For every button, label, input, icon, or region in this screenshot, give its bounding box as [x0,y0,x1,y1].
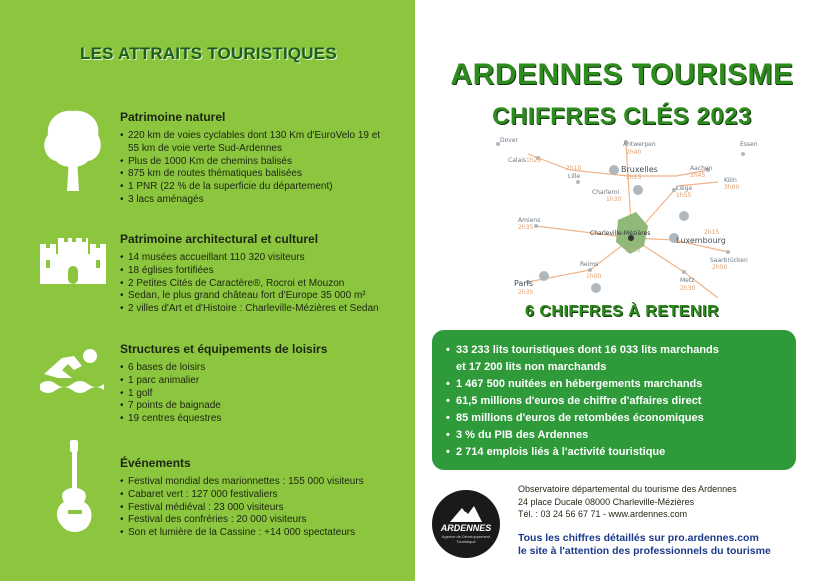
access-map [478,130,778,300]
key-figure: • 33 233 lits touristiques dont 16 033 lits marchands [446,342,782,359]
logo-subtitle: Touristique [456,539,476,544]
list-item: • 18 églises fortifiées [120,265,410,278]
logo-subtitle: Agence de Développement [441,534,491,539]
map-sub: 2h50 [712,264,728,271]
list-item: • Sedan, le plus grand château fort d'Europe 35 000 m² [120,290,410,303]
map-sub: 1h00 [586,273,602,280]
list-item: • Festival médiéval : 23 000 visiteurs [120,502,410,515]
swimmer-icon [38,344,108,394]
key-figures-box [432,330,796,470]
map-sub: 1h30 [606,196,622,203]
list-item: • 1 PNR (22 % de la superficie du département) [120,181,410,194]
map-label: Charleville-Mézières [590,230,651,237]
key-figure: • 3 % du PIB des Ardennes [446,427,782,444]
left-title: LES ATTRAITS TOURISTIQUES [80,44,337,63]
map-label: Amiens [518,217,541,224]
map-label: Saarbrücken [710,257,748,264]
mountain-icon [450,504,482,522]
logo-name: ARDENNES [440,523,492,533]
list-item: • 875 km de routes thématiques balisées [120,168,410,181]
list-item: • 1 golf [120,388,410,401]
list-item: • 220 km de voies cyclables dont 130 Km d'EuroVelo 19 et [120,130,410,143]
map-sub: 3h00 [724,184,740,191]
map-label: Metz [680,277,695,284]
map-label: Aachen [690,165,713,172]
footer-line: Tous les chiffres détaillés sur pro.ardennes.com [518,532,759,544]
map-label: Charleroi [592,189,620,196]
list-item: • Festival des confréries : 20 000 visiteurs [120,514,410,527]
list-item: • Plus de 1000 Km de chemins balisés [120,156,410,169]
list-item: • 1 parc animalier [120,375,410,388]
list-item: • Son et lumière de la Cassine : +14 000 spectateurs [120,527,410,540]
key-figure: • 1 467 500 nuitées en hébergements marchands [446,376,782,393]
map-label: Bruxelles [621,165,658,174]
footer-line: le site à l'attention des professionnels du tourisme [518,545,771,557]
map-sub: 2h40 [626,149,642,156]
map-sub: 2h15 [626,174,642,181]
list-item: • 3 lacs aménagés [120,194,410,207]
map-label: Luxembourg [676,236,726,245]
main-title: ARDENNES TOURISME [450,58,794,91]
map-sub: 1h55 [676,192,692,199]
list-item: • 14 musées accueillant 110 320 visiteurs [120,252,410,265]
list-item: • 19 centres équestres [120,413,410,426]
section-heading: Patrimoine architectural et culturel [120,232,319,246]
list-item: • 7 points de baignade [120,400,410,413]
map-sub: 2h10 [566,165,582,172]
section-patrimoine-architectural [120,232,410,316]
map-label: Köln [724,177,737,184]
map-sub: 2h30 [680,285,696,292]
castle-icon [38,236,108,286]
map-label: Liège [676,185,693,192]
map-label: Reims [580,261,599,268]
map-sub: 1h00 [625,247,641,254]
key-figure: • 85 millions d'euros de retombées économiques [446,410,782,427]
list-item: • 6 bases de loisirs [120,362,410,375]
key-figure-continued: et 17 200 lits non marchands [456,361,607,373]
section-heading: Patrimoine naturel [120,110,226,124]
ardennes-logo [432,490,500,558]
list-item: • 2 villes d'Art et d'Histoire : Charleville-Mézières et Sedan [120,303,410,316]
map-sub: 2h35 [518,289,534,296]
list-item: • Festival mondial des marionnettes : 155 000 visiteurs [120,476,410,489]
tree-icon [38,103,108,193]
contact-line: Tél. : 03 24 56 67 71 - www.ardennes.com [518,509,688,519]
key-figure: • 61,5 millions d'euros de chiffre d'affaires direct [446,393,782,410]
list-item: • 2 Petites Cités de Caractère®, Rocroi et Mouzon [120,278,410,291]
map-label: Dover [500,137,518,144]
map-sub: 2h35 [518,224,534,231]
list-item: 55 km de voie verte Sud-Ardennes [128,142,282,154]
map-label: Paris [514,279,534,288]
subtitle: CHIFFRES CLÉS 2023 [492,103,752,130]
key-figure: • 2 714 emplois liés à l'activité touristique [446,444,782,461]
map-label: Antwerpen [623,141,656,148]
key-figures-title: 6 CHIFFRES À RETENIR [524,303,719,320]
map-label: Lille [568,173,581,180]
map-sub: 2h15 [704,229,720,236]
section-heading: Structures et équipements de loisirs [120,342,328,356]
section-heading: Événements [120,456,191,470]
list-item: • Cabaret vert : 127 000 festivaliers [120,489,410,502]
map-sub: 2h45 [690,172,706,179]
footer-note [518,532,771,558]
contact-line: Observatoire départemental du tourisme des Ardennes [518,484,737,494]
section-loisirs [120,342,410,426]
guitar-icon [50,438,100,538]
section-patrimoine-naturel [120,110,410,207]
map-label: Calais [508,157,527,164]
contact-block [518,483,737,521]
map-sub: 1h20 [526,157,542,164]
map-label: Essen [740,141,758,148]
section-evenements [120,456,410,540]
contact-line: 24 place Ducale 08000 Charleville-Mézières [518,496,695,507]
